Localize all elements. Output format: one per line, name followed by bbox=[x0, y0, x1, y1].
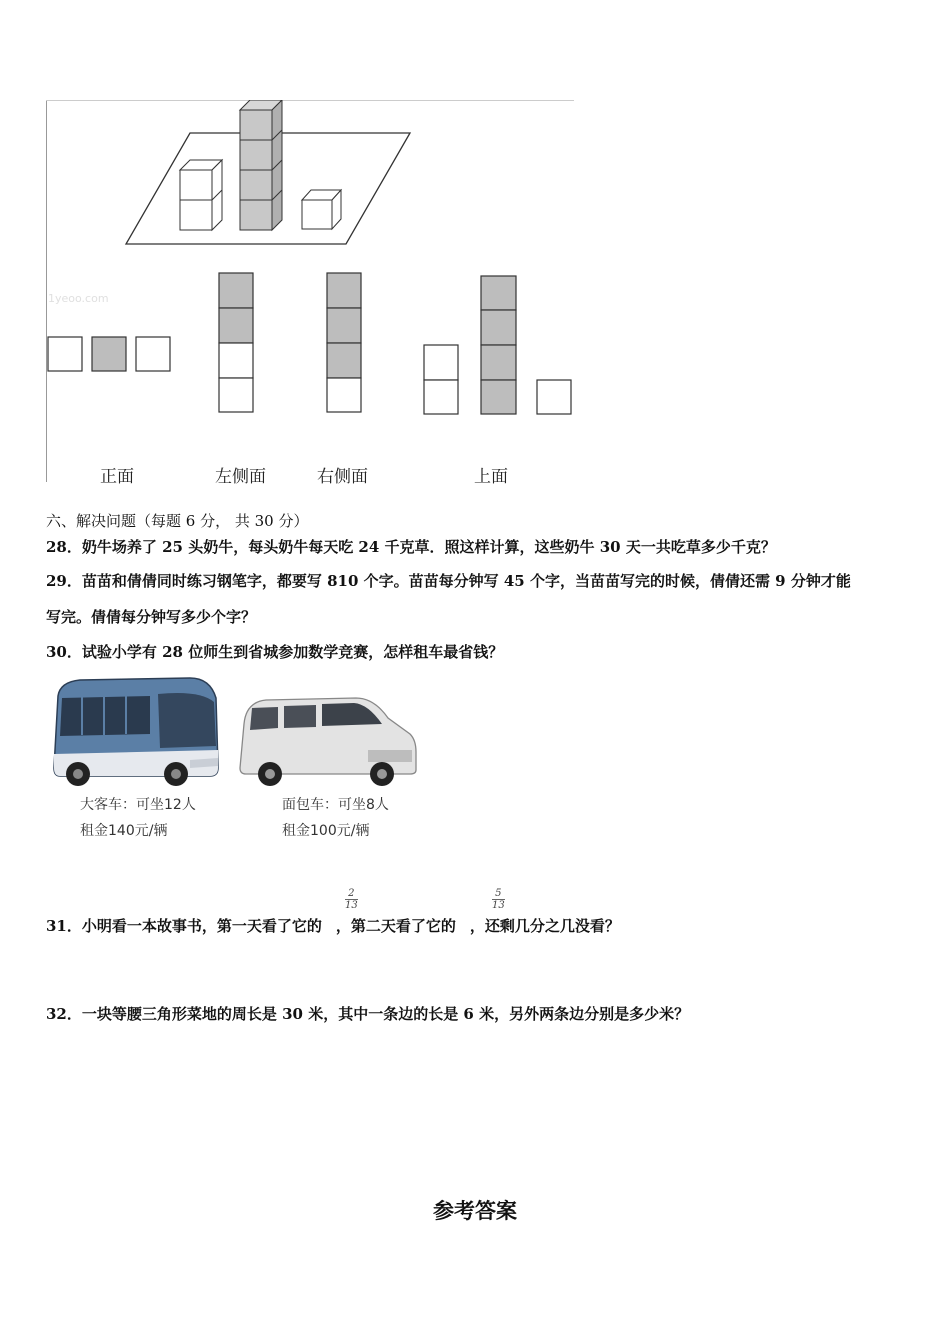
cube-views-drawing bbox=[46, 100, 574, 482]
label-left-view: 左侧面 bbox=[215, 467, 266, 487]
label-front-view: 正面 bbox=[100, 467, 134, 487]
question-31-part3: ，还剩几分之几没看？ bbox=[469, 917, 620, 935]
question-31-part2: ，第二天看了它的 bbox=[335, 917, 456, 935]
fraction-5-13 bbox=[492, 888, 505, 911]
label-top-view: 上面 bbox=[474, 467, 508, 487]
question-32: 32．一块等腰三角形菜地的周长是 30 米，其中一条边的长是 6 米，另外两条边分别是多少米？ bbox=[46, 1005, 690, 1023]
question-29-line2: 写完。倩倩每分钟写多少个字？ bbox=[46, 608, 257, 626]
label-right-view: 右侧面 bbox=[317, 467, 368, 487]
cube-views-figure bbox=[46, 100, 574, 482]
left-view bbox=[219, 273, 253, 412]
right-view bbox=[327, 273, 361, 412]
bus-image bbox=[50, 676, 222, 794]
van-price: 租金100元/辆 bbox=[282, 823, 370, 839]
bus-price: 租金140元/辆 bbox=[80, 823, 168, 839]
fraction-1-numerator: 2 bbox=[345, 888, 358, 900]
bus-caption: 大客车：可坐12人 bbox=[80, 797, 196, 813]
fraction-1-denominator: 13 bbox=[345, 900, 358, 911]
fraction-2-numerator: 5 bbox=[492, 888, 505, 900]
fraction-2-13 bbox=[345, 888, 358, 911]
front-view bbox=[48, 337, 170, 371]
cube-stack-1 bbox=[302, 190, 341, 229]
cube-stack-4 bbox=[240, 100, 282, 230]
watermark-text: 1yeoo.com bbox=[48, 292, 109, 305]
fraction-2-denominator: 13 bbox=[492, 900, 505, 911]
question-28: 28．奶牛场养了 25 头奶牛，每头奶牛每天吃 24 千克草．照这样计算，这些奶牛 30 天一共吃草多少千克？ bbox=[46, 538, 776, 556]
question-29-line1: 29．苗苗和倩倩同时练习钢笔字，都要写 810 个字。苗苗每分钟写 45 个字，当苗苗写完的时候，倩倩还需 9 分钟才能 bbox=[46, 572, 851, 590]
section-title: 六、解决问题（每题 6 分， 共 30 分） bbox=[46, 512, 309, 530]
question-31 bbox=[46, 915, 620, 936]
question-30: 30．试验小学有 28 位师生到省城参加数学竞赛，怎样租车最省钱？ bbox=[46, 643, 504, 661]
question-31-part1: 31．小明看一本故事书，第一天看了它的 bbox=[46, 917, 322, 935]
top-view bbox=[424, 276, 571, 414]
van-caption: 面包车：可坐8人 bbox=[282, 797, 389, 813]
cube-stack-2 bbox=[180, 160, 222, 230]
van-image bbox=[238, 694, 418, 792]
answer-key-title: 参考答案 bbox=[433, 1199, 517, 1223]
